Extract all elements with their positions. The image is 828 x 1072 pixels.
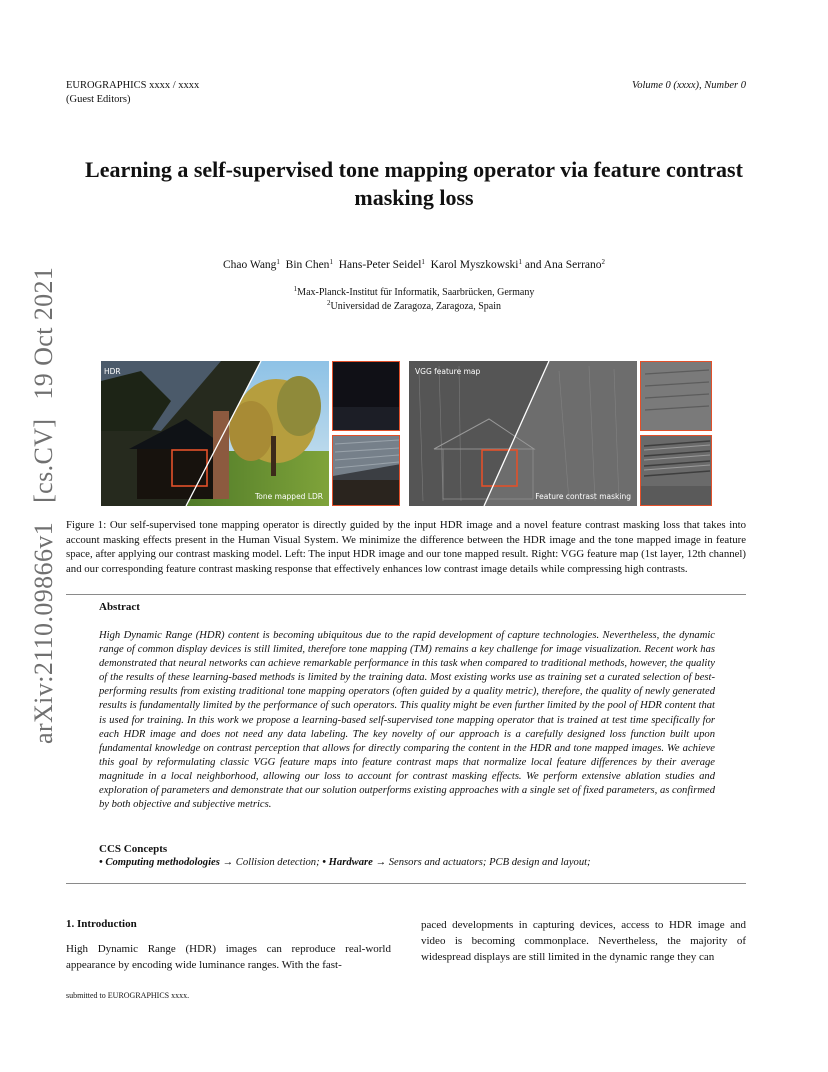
journal-header (66, 79, 199, 107)
ccs-item: Sensors and actuators; PCB design and layout; (388, 857, 591, 868)
vgg-feature-map-illustration (409, 361, 637, 506)
affiliation: $^2$Universidad de Zaragoza, Zaragoza, Spain (327, 299, 501, 312)
arxiv-category: [cs.CV] (29, 418, 58, 503)
ccs-concepts: • Computing methodologies → Collision detection; • Hardware → Sensors and actuators; PCB design and layout; (99, 857, 591, 868)
ldr-crop-illustration (333, 436, 400, 506)
volume-info: Volume 0 (xxxx), Number 0 (631, 80, 746, 91)
arxiv-stamp (24, 266, 64, 744)
ccs-category: Hardware (328, 857, 373, 868)
vgg-crop-illustration (641, 362, 712, 431)
author: Chao Wang$^1$ (222, 258, 280, 271)
masking-crop-illustration (641, 436, 712, 506)
paper-title: Learning a self-supervised tone mapping operator via feature contrast masking loss (85, 157, 743, 210)
guest-editors: (Guest Editors) (66, 94, 131, 105)
hdr-scene-illustration (101, 361, 329, 506)
affiliations (60, 286, 768, 314)
hdr-tonemapped-image (101, 361, 329, 506)
label-tone-mapped: Tone mapped LDR (255, 492, 323, 501)
author: Karol Myszkowski$^1$ (430, 258, 522, 271)
vgg-crop (640, 361, 712, 431)
ccs-category: Computing methodologies (105, 857, 220, 868)
divider (66, 594, 746, 595)
ldr-crop (332, 435, 400, 506)
intro-left-column: High Dynamic Range (HDR) images can reproduce real-world appearance by encoding wide luminance ranges. With the fast- (66, 943, 391, 971)
label-vgg-feature-map: VGG feature map (415, 367, 481, 376)
vgg-feature-map-image (409, 361, 637, 506)
figure-caption: Figure 1: Our self-supervised tone mapping operator is directly guided by the input HDR image and a novel feature contrast masking loss that takes into account masking effects present in the Human Visual System. We minimize the difference between the HDR image and the tone mapped image in feature space, after applying our contrast masking model. Left: The input HDR image and our tone mapped result. Right: VGG feature map (1st layer, 12th channel) and our corresponding feature contrast masking response that effectively enhances low contrast image details while compressing high contrasts. (66, 519, 746, 575)
teaser-figure (101, 361, 712, 506)
arxiv-id: arXiv:2110.09866v1 (29, 521, 58, 744)
hdr-crop (332, 361, 400, 431)
arxiv-date: 19 Oct 2021 (29, 266, 58, 400)
author: Bin Chen$^1$ (285, 258, 333, 271)
label-feature-contrast-masking: Feature contrast masking (535, 492, 631, 501)
abstract-heading: Abstract (99, 601, 140, 613)
masking-crop (640, 435, 712, 506)
author: Hans-Peter Seidel$^1$ (338, 258, 425, 271)
page-footer: submitted to EUROGRAPHICS xxxx. (66, 991, 190, 1000)
author: Ana Serrano$^2$ (543, 258, 606, 271)
divider (66, 883, 746, 884)
journal-name: EUROGRAPHICS xxxx / xxxx (66, 80, 200, 91)
ccs-item: Collision detection; (235, 857, 320, 868)
hdr-crop-illustration (333, 362, 400, 431)
label-hdr: HDR (104, 367, 121, 376)
abstract-text: High Dynamic Range (HDR) content is becoming ubiquitous due to the rapid development of capture technologies. Nevertheless, the dynamic range of common display devices is still limited, therefore tone mapping (TM) remains a key challenge for image visualization. Recent work has demonstrated that neural networks can achieve remarkable performance in this task when compared to traditional methods, however, the quality of the results of these learning-based methods is limited by the training data. Most existing works use as training set a curated selection of best-performing results from existing traditional tone mapping operators (often guided by a quality metric), therefore, the quality of newly generated results is fundamentally limited by the performance of such operators. This quality might be even further limited by the pool of HDR content that is used for training. In this work we propose a learning-based self-supervised tone mapping operator that is trained at test time specifically for each HDR image and does not need any data labeling. The key novelty of our approach is a carefully designed loss function built upon fundamental knowledge on contrast perception that allows for directly comparing the content in the HDR and tone mapped images. We achieve this goal by reformulating classic VGG feature maps into feature contrast maps that normalize local feature differences by their average magnitude in a local neighborhood, allowing our loss to account for contrast masking effects. We perform extensive ablation studies and exploration of parameters and demonstrate that our solution outperforms existing approaches with a single set of fixed parameters, as confirmed by both objective and subjective metrics. (99, 630, 715, 811)
intro-right-column: paced developments in capturing devices, access to HDR image and video is becoming commonplace. Nevertheless, the majority of widespread displays are still limited in the dynamic range they can (421, 919, 746, 963)
section-heading: 1. Introduction (66, 918, 137, 930)
author-list: Chao Wang$^1$ Bin Chen$^1$ Hans-Peter Seidel$^1$ Karol Myszkowski$^1$ and Ana Serrano$^2$ (222, 258, 606, 271)
affiliation: $^1$Max-Planck-Institut für Informatik, Saarbrücken, Germany (293, 285, 535, 298)
ccs-heading: CCS Concepts (99, 843, 168, 855)
